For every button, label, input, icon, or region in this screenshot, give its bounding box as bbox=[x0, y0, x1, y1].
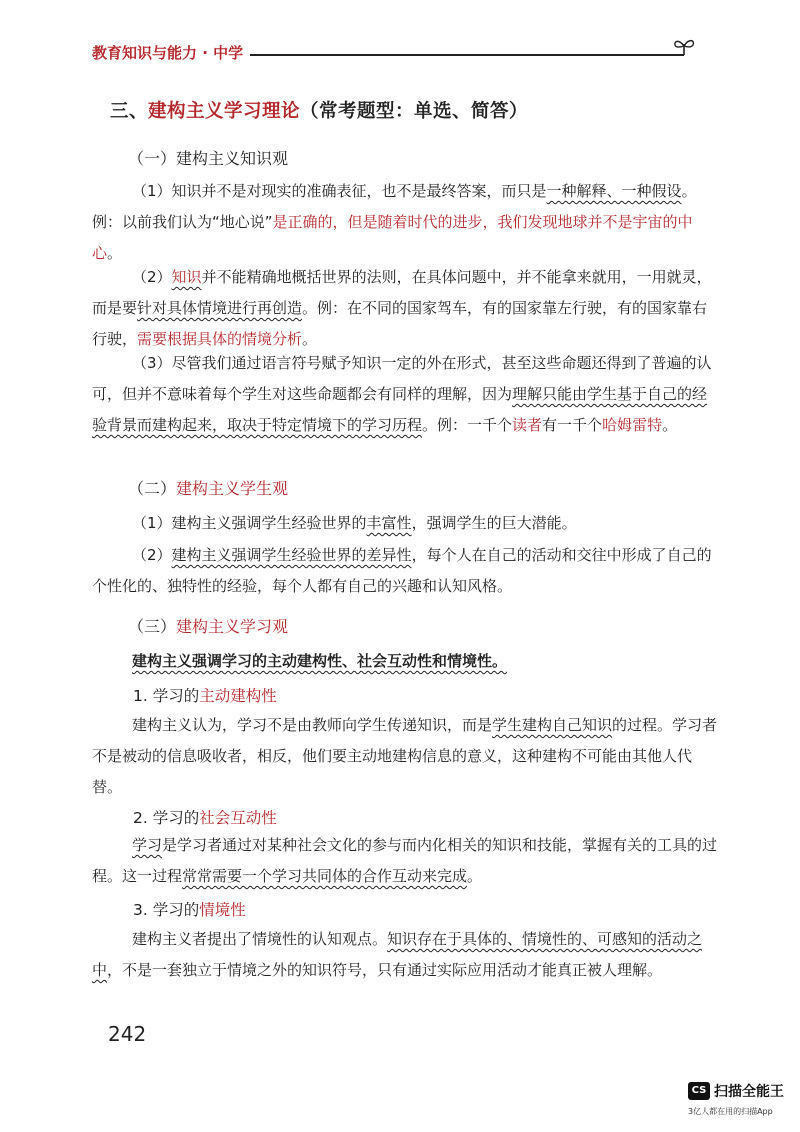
text-run: 。例：以前我们认为“地心说” bbox=[92, 182, 697, 231]
text-run: ，强调学生的巨大潜能。 bbox=[411, 514, 577, 532]
red-note: 情境性 bbox=[199, 901, 246, 919]
learning-paragraph-1 bbox=[92, 710, 718, 803]
text-run: ，每个人在自己的活动和交往中形成了自己的个性化的、独特性的经验，每个人都有自己的兴趣和认知风格。 bbox=[92, 546, 712, 595]
text-run: （2） bbox=[132, 546, 172, 564]
learning-paragraph-2 bbox=[92, 830, 718, 892]
page-number: 242 bbox=[108, 1022, 147, 1046]
subhead-prefix: （二） bbox=[128, 479, 177, 498]
text-run: 2. 学习的 bbox=[133, 809, 200, 827]
text-run: 。例：在不同的国家驾车，有的国家靠左行驶，有的国家靠右行驶， bbox=[92, 299, 708, 348]
text-run: 的过程。学习者不是被动的信息吸收者，相反，他们要主动地建构信息的意义，这种建构不可能由其他人代替。 bbox=[92, 716, 718, 796]
knowledge-paragraph-1 bbox=[92, 176, 718, 269]
text-run: （3）尽管我们通过语言符号赋予知识一定的外在形式，甚至这些命题还得到了普遍的认可，但并不意味着每个学生对这些命题都会有同样的理解，因为 bbox=[92, 354, 712, 403]
red-note: 需要根据具体的情境分析 bbox=[137, 330, 303, 348]
text-run: 建构主义者提出了情境性的认知观点。 bbox=[132, 930, 388, 948]
underlined-text: 建构主义强调学习的主动建构性、社会互动性和情境性。 bbox=[132, 652, 508, 670]
text-run: 有一千个 bbox=[542, 416, 603, 434]
text-run: 。例：一千个 bbox=[422, 416, 513, 434]
sprout-icon bbox=[666, 36, 702, 66]
knowledge-paragraph-2 bbox=[92, 262, 718, 355]
underlined-text: 学生建构自己知识 bbox=[492, 716, 613, 734]
underlined-text: 知识存在于具体的、情境性的、可感知的活动之中 bbox=[92, 930, 703, 979]
text-run: 3. 学习的 bbox=[133, 901, 200, 919]
underlined-text: 学习 bbox=[132, 836, 163, 854]
text-run: 。 bbox=[302, 330, 318, 348]
text-run: （1）建构主义强调学生经验世界的 bbox=[132, 514, 367, 532]
text-run: 1. 学习的 bbox=[133, 687, 200, 705]
knowledge-paragraph-3 bbox=[92, 348, 718, 441]
text-run: 建构主义认为，学习不是由教师向学生传递知识，而是 bbox=[132, 716, 493, 734]
red-note: 哈姆雷特 bbox=[602, 416, 663, 434]
underlined-text: 丰富性 bbox=[366, 514, 412, 532]
text-run: （2） bbox=[132, 268, 172, 286]
subhead-text: 建构主义学习观 bbox=[176, 617, 289, 636]
watermark-name: 扫描全能王 bbox=[714, 1084, 784, 1100]
text-run: 。 bbox=[107, 244, 123, 262]
learning-intro bbox=[92, 646, 718, 677]
learning-heading-2 bbox=[133, 806, 277, 828]
subhead-text: 建构主义学生观 bbox=[176, 479, 289, 498]
red-note: 社会互动性 bbox=[199, 809, 277, 827]
underlined-text: 常常需要一个学习共同体的合作互动来完成 bbox=[182, 867, 468, 885]
subhead-learning bbox=[128, 614, 288, 637]
watermark-sub: 3亿人都在用的扫描App bbox=[688, 1107, 773, 1116]
subhead-prefix: （三） bbox=[128, 617, 177, 636]
text-run: 并不能精确地概括世界的法则，在具体问题中，并不能拿来就用，一用就灵，而是要 bbox=[92, 268, 712, 317]
learning-heading-1 bbox=[133, 684, 277, 706]
scanner-watermark bbox=[688, 1080, 798, 1126]
red-note: 是正确的，但是随着时代的进步，我们发现地球并不是宇宙的中心 bbox=[92, 213, 693, 262]
subhead-knowledge bbox=[128, 146, 288, 169]
underlined-text: 一种解释、一种假设 bbox=[546, 182, 682, 200]
underlined-text: 理解只能由学生基于自己的经验背景而建构起来，取决于特定情境下的学习历程 bbox=[92, 385, 708, 434]
text-run: 。 bbox=[467, 867, 483, 885]
underlined-text: 知识 bbox=[171, 268, 202, 286]
text-run: 。 bbox=[662, 416, 678, 434]
section-suffix: （常考题型：单选、简答） bbox=[300, 101, 529, 122]
underlined-text: 针对具体情境进行再创造 bbox=[137, 299, 303, 317]
learning-heading-3 bbox=[133, 898, 246, 920]
subhead-text: 建构主义知识观 bbox=[176, 149, 289, 168]
text-run: （1）知识并不是对现实的准确表征，也不是最终答案，而只是 bbox=[132, 182, 547, 200]
text-run: ，不是一套独立于情境之外的知识符号，只有通过实际应用活动才能真正被人理解。 bbox=[107, 961, 663, 979]
text-run: 是学习者通过对某种社会文化的参与而内化相关的知识和技能，掌握有关的工具的过程。这一过程 bbox=[92, 836, 718, 885]
subhead-student bbox=[128, 476, 288, 499]
camscanner-logo-icon: CS bbox=[688, 1082, 710, 1100]
header-rule bbox=[250, 54, 670, 56]
subhead-prefix: （一） bbox=[128, 149, 177, 168]
red-note: 主动建构性 bbox=[199, 687, 277, 705]
header-title: 教育知识与能力 · 中学 bbox=[92, 44, 244, 62]
section-prefix: 三、 bbox=[110, 101, 149, 122]
section-title bbox=[110, 97, 528, 123]
learning-paragraph-3 bbox=[92, 924, 718, 986]
student-paragraph-1 bbox=[92, 508, 718, 539]
student-paragraph-2 bbox=[92, 540, 718, 602]
section-title-red: 建构主义学习理论 bbox=[148, 101, 301, 122]
running-header bbox=[92, 36, 712, 66]
red-note: 读者 bbox=[512, 416, 543, 434]
underlined-text: 建构主义强调学生经验世界的差异性 bbox=[171, 546, 412, 564]
